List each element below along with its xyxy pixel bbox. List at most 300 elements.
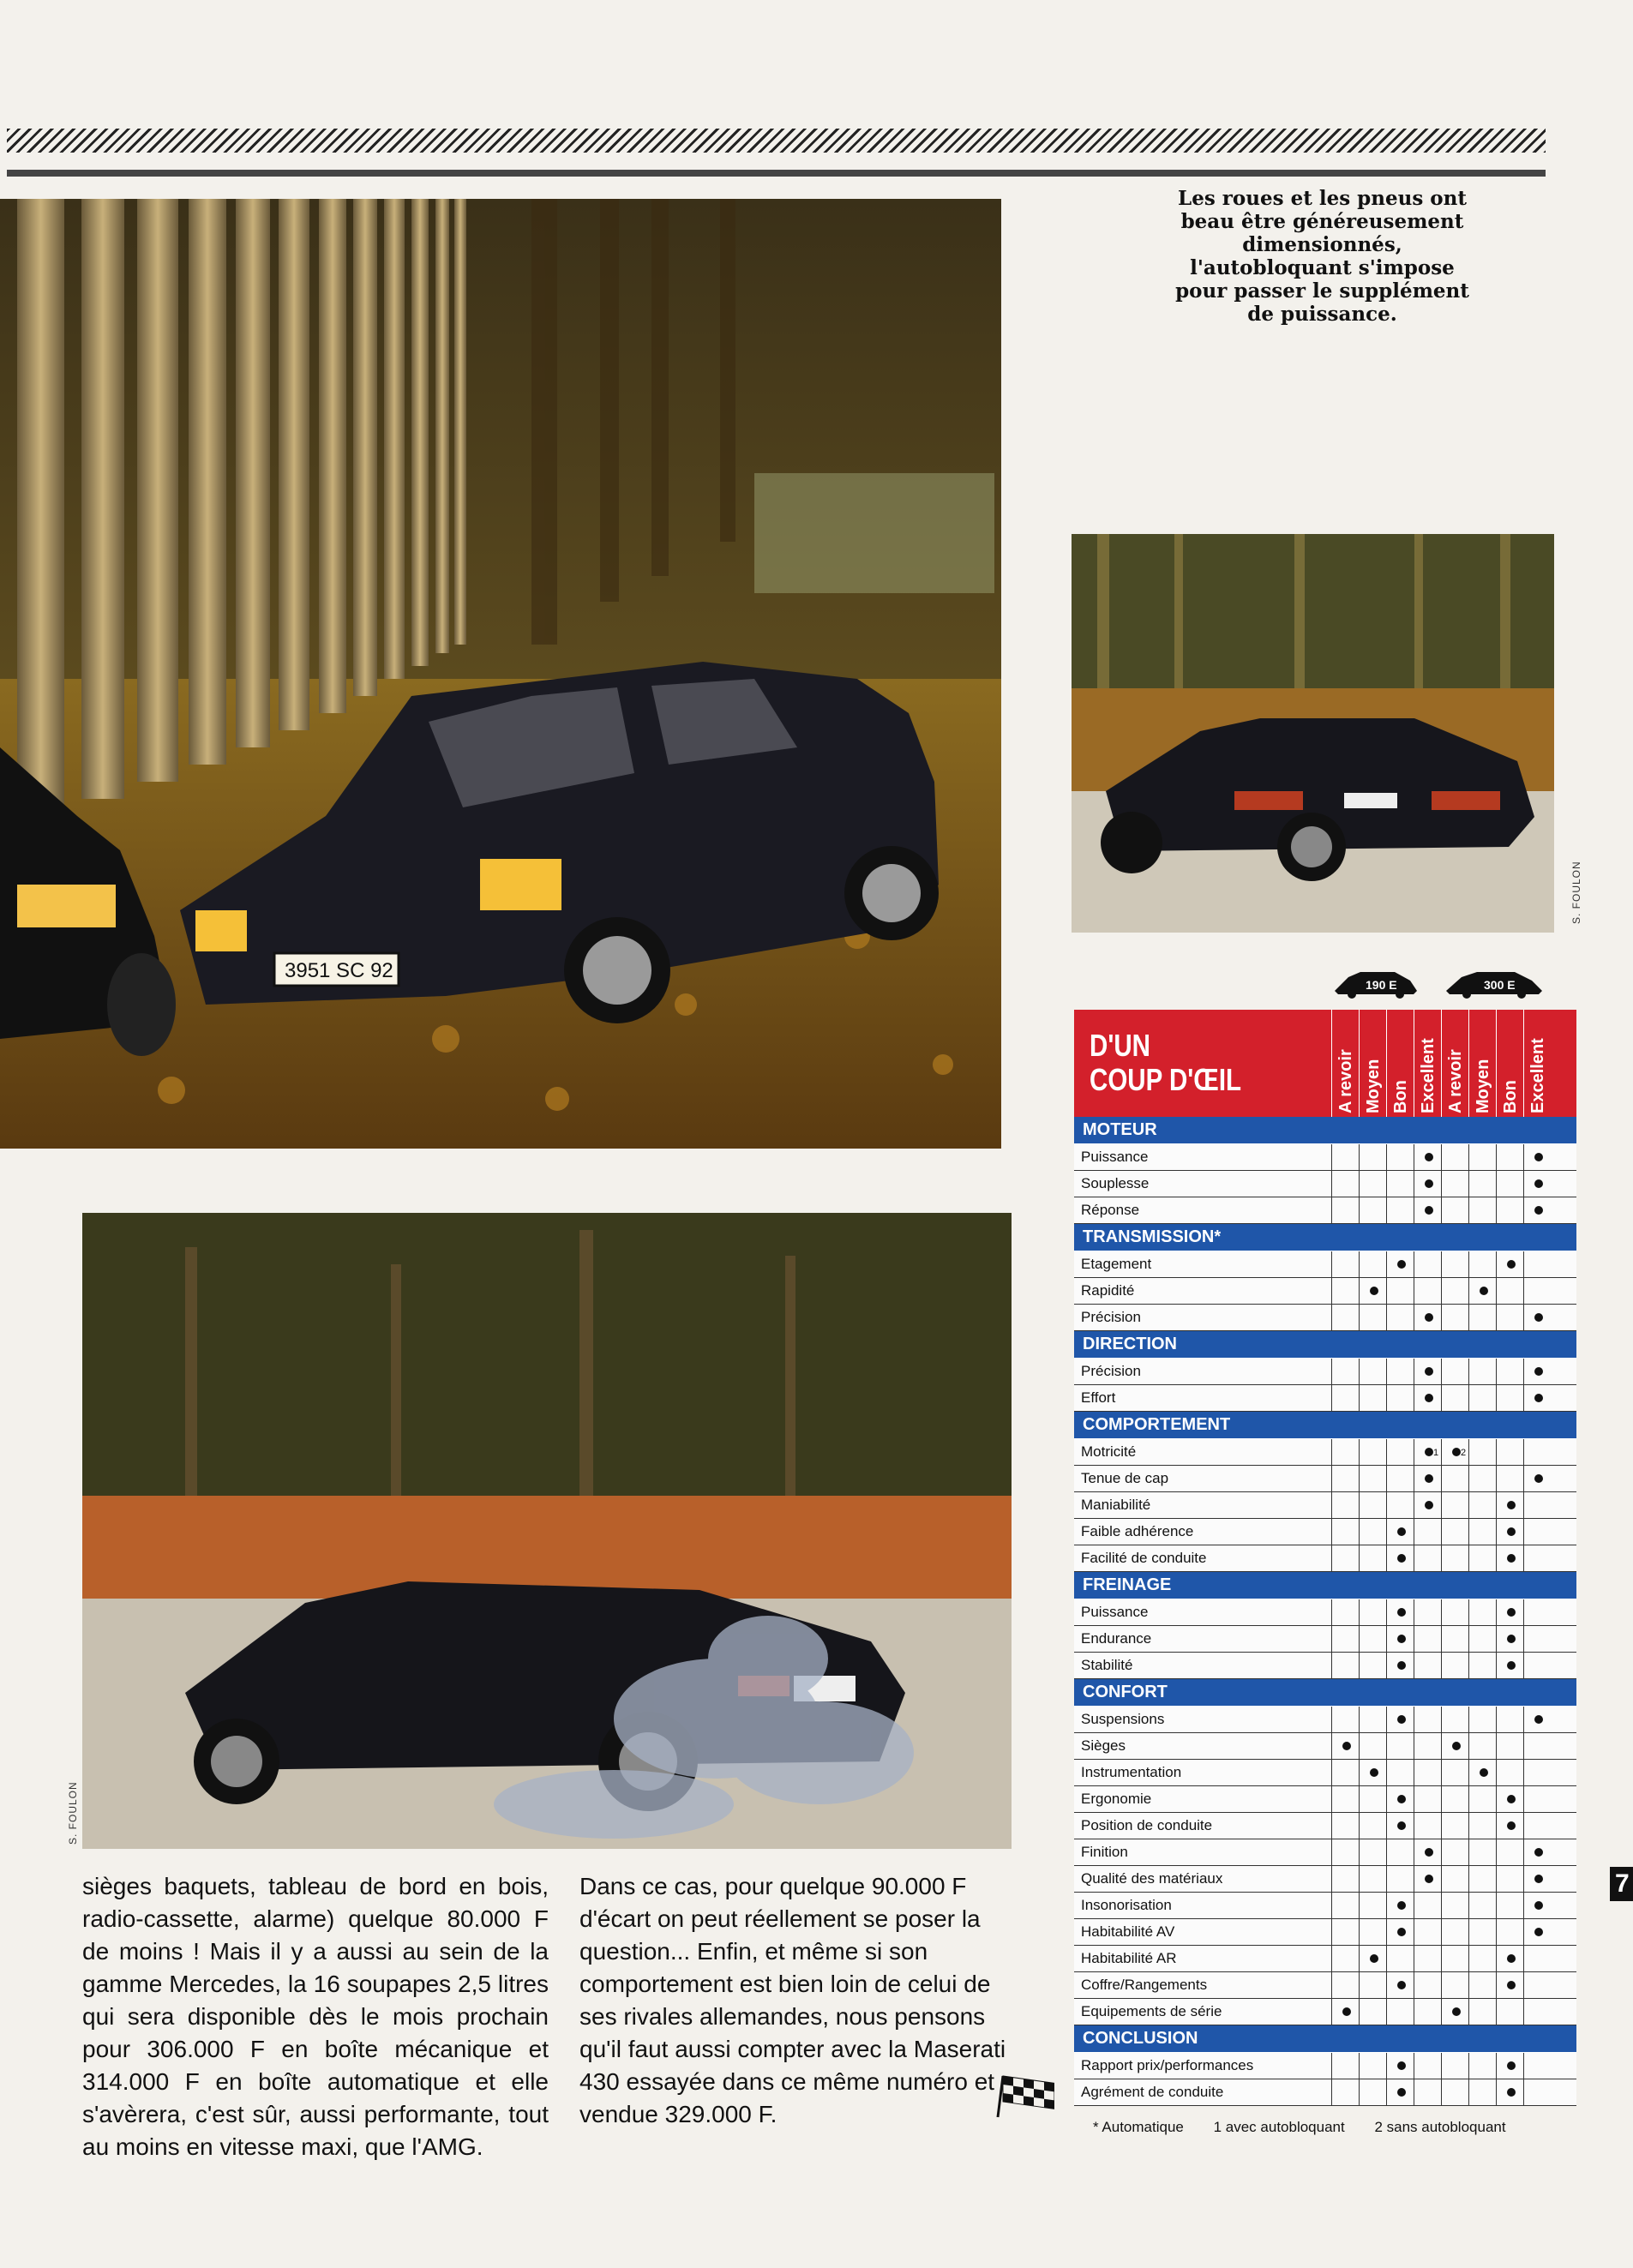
table-row xyxy=(1074,1866,1576,1893)
rating-cell xyxy=(1331,1385,1359,1411)
rating-cell xyxy=(1468,1599,1496,1625)
rating-cell xyxy=(1386,1946,1414,1971)
table-row xyxy=(1074,1439,1576,1466)
rating-cell xyxy=(1386,1278,1414,1304)
rating-cell xyxy=(1441,1278,1468,1304)
table-row xyxy=(1074,1919,1576,1946)
rating-dot xyxy=(1534,1848,1543,1857)
rating-dot xyxy=(1507,1554,1516,1563)
table-row xyxy=(1074,1760,1576,1786)
rating-dot xyxy=(1534,1928,1543,1936)
rating-cell xyxy=(1331,1197,1359,1223)
rating-header xyxy=(1523,1010,1550,1117)
rating-cell xyxy=(1523,1760,1551,1785)
rating-cell xyxy=(1386,1519,1414,1545)
rating-cell xyxy=(1414,1492,1441,1518)
rating-cell xyxy=(1441,1946,1468,1971)
rating-cell xyxy=(1414,1278,1441,1304)
rating-cell xyxy=(1523,2079,1551,2105)
rating-cell xyxy=(1414,1385,1441,1411)
section-header: CONFORT xyxy=(1074,1679,1576,1707)
row-label: Qualité des matériaux xyxy=(1081,1870,1223,1887)
rating-dot xyxy=(1507,1795,1516,1803)
rating-cell xyxy=(1386,1893,1414,1918)
rating-cell xyxy=(1331,1866,1359,1892)
rating-dot xyxy=(1342,2007,1351,2016)
row-label: Equipements de série xyxy=(1081,2003,1222,2019)
rating-cell xyxy=(1386,1999,1414,2025)
row-label: Puissance xyxy=(1081,1604,1149,1620)
rating-cell xyxy=(1441,1545,1468,1571)
rating-cell xyxy=(1523,1466,1551,1491)
photo-rear-car xyxy=(1072,534,1554,933)
rating-table-header xyxy=(1074,1010,1576,1117)
rating-dot xyxy=(1534,1715,1543,1724)
rating-dot xyxy=(1507,1954,1516,1963)
rating-cell xyxy=(1359,1278,1386,1304)
photo-caption: Les roues et les pneus ont beau être généreusement dimensionnés, l'autobloquant s'impose pour passer le supplément de puissance. xyxy=(1175,187,1469,326)
section-header: DIRECTION xyxy=(1074,1331,1576,1359)
row-label: Ergonomie xyxy=(1081,1791,1152,1807)
rating-dot xyxy=(1397,1715,1406,1724)
rating-cell xyxy=(1414,1707,1441,1732)
rating-cell xyxy=(1331,1946,1359,1971)
rating-dot xyxy=(1507,1260,1516,1269)
rating-cell xyxy=(1496,1144,1523,1170)
rating-cell xyxy=(1523,1251,1551,1277)
rating-cell xyxy=(1496,1919,1523,1945)
photo-burnout xyxy=(82,1213,1012,1849)
rating-cell xyxy=(1496,1466,1523,1491)
rating-cell xyxy=(1359,1519,1386,1545)
rating-cell xyxy=(1523,1653,1551,1678)
row-label: Rapidité xyxy=(1081,1282,1135,1299)
rating-table-title xyxy=(1090,1029,1241,1097)
rating-cell xyxy=(1331,1439,1359,1465)
row-label: Instrumentation xyxy=(1081,1764,1182,1780)
rating-cell xyxy=(1468,1439,1496,1465)
rating-cell xyxy=(1496,1893,1523,1918)
rating-cell xyxy=(1468,1359,1496,1384)
rating-header xyxy=(1414,1010,1440,1117)
table-row xyxy=(1074,1385,1576,1412)
rating-cell xyxy=(1496,1599,1523,1625)
rating-cell xyxy=(1441,1492,1468,1518)
rating-cell xyxy=(1441,2079,1468,2105)
row-label: Tenue de cap xyxy=(1081,1470,1169,1486)
rating-cell xyxy=(1359,1197,1386,1223)
rating-cell xyxy=(1414,1545,1441,1571)
rating-cell xyxy=(1331,1466,1359,1491)
rating-cell xyxy=(1496,1760,1523,1785)
rating-dot xyxy=(1480,1768,1488,1777)
rating-cell xyxy=(1359,1919,1386,1945)
rating-cell xyxy=(1359,2053,1386,2079)
rating-cell xyxy=(1331,1839,1359,1865)
rating-header xyxy=(1386,1010,1413,1117)
rating-cell xyxy=(1331,1144,1359,1170)
rating-cell xyxy=(1468,1893,1496,1918)
title-line-1: D'UN xyxy=(1090,1028,1150,1063)
rating-cell xyxy=(1359,1707,1386,1732)
rating-cell xyxy=(1414,1359,1441,1384)
rating-cell xyxy=(1523,1197,1551,1223)
rating-cell xyxy=(1331,2053,1359,2079)
rating-cell xyxy=(1523,1813,1551,1839)
rating-cell xyxy=(1331,1760,1359,1785)
rating-dot xyxy=(1425,1474,1433,1483)
rating-dot xyxy=(1425,1875,1433,1883)
rating-dot xyxy=(1425,1313,1433,1322)
rating-dot xyxy=(1507,1501,1516,1509)
rating-dot xyxy=(1452,1448,1461,1456)
rating-cell xyxy=(1386,1786,1414,1812)
rating-cell xyxy=(1468,1813,1496,1839)
rating-cell xyxy=(1523,1439,1551,1465)
table-row xyxy=(1074,1972,1576,1999)
rating-dot xyxy=(1507,2088,1516,2097)
rating-cell xyxy=(1496,1839,1523,1865)
rating-cell xyxy=(1441,1839,1468,1865)
rating-cell xyxy=(1359,1839,1386,1865)
row-label: Position de conduite xyxy=(1081,1817,1213,1833)
rating-cell xyxy=(1414,1439,1441,1465)
rating-cell xyxy=(1441,1251,1468,1277)
rating-cell xyxy=(1496,1972,1523,1998)
rating-dot xyxy=(1425,1848,1433,1857)
rating-cell xyxy=(1441,1197,1468,1223)
rating-header-label: Moyen xyxy=(1364,1059,1383,1113)
rating-cell xyxy=(1386,1144,1414,1170)
rating-dot xyxy=(1534,1901,1543,1910)
rating-cell xyxy=(1386,2053,1414,2079)
rating-dot xyxy=(1534,1313,1543,1322)
rating-cell xyxy=(1523,1866,1551,1892)
rating-cell xyxy=(1523,1839,1551,1865)
table-row xyxy=(1074,1251,1576,1278)
rating-cell xyxy=(1331,1999,1359,2025)
photo-credit-1: S. FOULON xyxy=(1570,861,1582,924)
rating-dot xyxy=(1425,1394,1433,1402)
rating-cell xyxy=(1468,1972,1496,1998)
rating-cell xyxy=(1414,1733,1441,1759)
row-label: Motricité xyxy=(1081,1443,1137,1460)
rating-cell xyxy=(1414,1305,1441,1330)
rating-cell xyxy=(1331,1707,1359,1732)
rating-cell xyxy=(1359,1599,1386,1625)
rating-cell xyxy=(1386,1626,1414,1652)
table-row xyxy=(1074,1733,1576,1760)
rating-cell xyxy=(1386,1839,1414,1865)
rating-cell xyxy=(1441,1733,1468,1759)
rating-cell xyxy=(1496,1653,1523,1678)
table-row xyxy=(1074,1144,1576,1171)
rating-cell xyxy=(1441,1385,1468,1411)
rating-cell xyxy=(1359,1492,1386,1518)
rating-cell xyxy=(1468,1946,1496,1971)
page-number: 7 xyxy=(1610,1867,1633,1901)
rating-header xyxy=(1468,1010,1495,1117)
rating-cell xyxy=(1496,1707,1523,1732)
car-icon-300e xyxy=(1443,969,1546,1004)
rating-cell xyxy=(1468,1760,1496,1785)
rating-dot xyxy=(1397,1901,1406,1910)
rating-dot xyxy=(1534,1394,1543,1402)
rating-dot xyxy=(1370,1768,1378,1777)
rating-cell xyxy=(1496,1545,1523,1571)
rating-cell xyxy=(1523,1599,1551,1625)
rating-cell xyxy=(1359,1171,1386,1197)
rating-cell xyxy=(1441,2053,1468,2079)
rating-dot xyxy=(1397,1554,1406,1563)
rating-dot xyxy=(1425,1448,1433,1456)
rating-header-label: Excellent xyxy=(1528,1038,1547,1113)
rating-dot xyxy=(1534,1153,1543,1161)
rating-cell xyxy=(1441,1171,1468,1197)
rating-dot xyxy=(1397,2061,1406,2070)
rating-cell xyxy=(1441,1626,1468,1652)
license-plate: 3951 SC 92 xyxy=(285,959,393,982)
rating-cell xyxy=(1468,1866,1496,1892)
rating-cell xyxy=(1496,1492,1523,1518)
rating-cell xyxy=(1414,1599,1441,1625)
rating-header-label: Excellent xyxy=(1419,1038,1438,1113)
rating-cell xyxy=(1414,2079,1441,2105)
rating-cell xyxy=(1496,1359,1523,1384)
rating-cell xyxy=(1468,1545,1496,1571)
table-row xyxy=(1074,1492,1576,1519)
row-label: Stabilité xyxy=(1081,1657,1133,1673)
rating-cell xyxy=(1414,1839,1441,1865)
rating-cell xyxy=(1441,1466,1468,1491)
row-label: Coffre/Rangements xyxy=(1081,1977,1208,1993)
title-line-2: COUP D'ŒIL xyxy=(1090,1062,1242,1097)
footnote-marker: 1 xyxy=(1433,1448,1439,1458)
rating-cell xyxy=(1468,1197,1496,1223)
rating-cell xyxy=(1523,1305,1551,1330)
table-row xyxy=(1074,1466,1576,1492)
rating-cell xyxy=(1414,1999,1441,2025)
rating-dot xyxy=(1370,1954,1378,1963)
rating-cell xyxy=(1523,1893,1551,1918)
rating-cell xyxy=(1331,1653,1359,1678)
rating-dot xyxy=(1397,1608,1406,1617)
rating-cell xyxy=(1523,1519,1551,1545)
rating-dot xyxy=(1342,1742,1351,1750)
rating-cell xyxy=(1414,1626,1441,1652)
rating-cell xyxy=(1414,1786,1441,1812)
rating-cell xyxy=(1386,1733,1414,1759)
rating-cell xyxy=(1359,1653,1386,1678)
rating-header xyxy=(1496,1010,1522,1117)
rating-cell xyxy=(1359,1626,1386,1652)
rating-cell xyxy=(1386,1466,1414,1491)
rating-cell xyxy=(1414,1813,1441,1839)
rating-cell xyxy=(1468,1305,1496,1330)
rating-cell xyxy=(1441,1359,1468,1384)
row-label: Finition xyxy=(1081,1844,1128,1860)
rating-cell xyxy=(1523,1972,1551,1998)
rating-dot xyxy=(1397,1527,1406,1536)
rating-cell xyxy=(1523,1786,1551,1812)
rating-cell xyxy=(1414,1919,1441,1945)
rating-dot xyxy=(1507,1635,1516,1643)
header-rule xyxy=(7,170,1546,177)
rating-cell xyxy=(1468,1466,1496,1491)
rating-cell xyxy=(1359,1439,1386,1465)
table-row xyxy=(1074,1599,1576,1626)
rating-cell xyxy=(1414,1197,1441,1223)
rating-cell xyxy=(1359,1733,1386,1759)
rating-dot xyxy=(1507,1527,1516,1536)
rating-cell xyxy=(1496,1626,1523,1652)
rating-cell xyxy=(1496,1813,1523,1839)
rating-header-label: A revoir xyxy=(1336,1049,1355,1113)
rating-dot xyxy=(1397,1635,1406,1643)
section-header: CONCLUSION xyxy=(1074,2025,1576,2053)
rating-dot xyxy=(1425,1367,1433,1376)
row-label: Rapport prix/performances xyxy=(1081,2057,1254,2073)
rating-dot xyxy=(1452,2007,1461,2016)
rating-cell xyxy=(1386,1813,1414,1839)
row-label: Puissance xyxy=(1081,1149,1149,1165)
rating-cell xyxy=(1414,1519,1441,1545)
rating-cell xyxy=(1468,1492,1496,1518)
rating-header-label: Moyen xyxy=(1474,1059,1492,1113)
rating-cell xyxy=(1523,2053,1551,2079)
rating-cell xyxy=(1496,1439,1523,1465)
photo-credit-2: S. FOULON xyxy=(67,1781,79,1845)
rating-cell xyxy=(1386,1171,1414,1197)
rating-cell xyxy=(1414,1466,1441,1491)
rating-cell xyxy=(1468,1707,1496,1732)
rating-cell xyxy=(1441,1144,1468,1170)
rating-cell xyxy=(1359,1813,1386,1839)
rating-dot xyxy=(1425,1206,1433,1215)
rating-cell xyxy=(1441,1439,1468,1465)
rating-cell xyxy=(1386,1385,1414,1411)
rating-cell xyxy=(1331,1251,1359,1277)
rating-cell xyxy=(1496,1278,1523,1304)
rating-cell xyxy=(1441,1999,1468,2025)
table-row xyxy=(1074,2079,1576,2106)
row-label: Souplesse xyxy=(1081,1175,1150,1191)
rating-cell xyxy=(1468,2053,1496,2079)
rating-cell xyxy=(1331,1972,1359,1998)
row-label: Etagement xyxy=(1081,1256,1152,1272)
rating-dot xyxy=(1397,1795,1406,1803)
rating-cell xyxy=(1523,1733,1551,1759)
rating-cell xyxy=(1359,1972,1386,1998)
rating-cell xyxy=(1496,1866,1523,1892)
row-label: Réponse xyxy=(1081,1202,1140,1218)
rating-cell xyxy=(1331,1893,1359,1918)
rating-cell xyxy=(1331,1599,1359,1625)
row-label: Précision xyxy=(1081,1363,1141,1379)
rating-cell xyxy=(1468,2079,1496,2105)
rating-dot xyxy=(1534,1206,1543,1215)
rating-cell xyxy=(1523,1385,1551,1411)
rating-cell xyxy=(1331,1519,1359,1545)
rating-cell xyxy=(1468,1919,1496,1945)
photo-forest-mercedes xyxy=(0,199,1001,1149)
rating-cell xyxy=(1414,1893,1441,1918)
rating-cell xyxy=(1468,1786,1496,1812)
article-right-column: Dans ce cas, pour quelque 90.000 F d'écart on peut réellement se poser la question... Enfin, et même si son comportement est bien loin de celui de ses rivales allemandes, nous pensons qu'il faut aussi compter avec la Maserati 430 essayée dans ce même numéro et vendue 329.000 F. xyxy=(579,1873,1006,2127)
rating-cell xyxy=(1523,1919,1551,1945)
rating-cell xyxy=(1468,1626,1496,1652)
rating-cell xyxy=(1331,1492,1359,1518)
rating-cell xyxy=(1441,1866,1468,1892)
rating-cell xyxy=(1331,2079,1359,2105)
rating-dot xyxy=(1397,1981,1406,1989)
rating-header xyxy=(1331,1010,1358,1117)
rating-cell xyxy=(1331,1626,1359,1652)
rating-cell xyxy=(1496,2053,1523,2079)
rating-cell xyxy=(1523,1144,1551,1170)
rating-cell xyxy=(1359,1893,1386,1918)
rating-cell xyxy=(1386,1439,1414,1465)
rating-dot xyxy=(1425,1153,1433,1161)
table-row xyxy=(1074,1519,1576,1545)
row-label: Habitabilité AV xyxy=(1081,1923,1175,1940)
table-row xyxy=(1074,1545,1576,1572)
row-label: Habitabilité AR xyxy=(1081,1950,1177,1966)
car-label-300e: 300 E xyxy=(1484,978,1516,992)
rating-cell xyxy=(1359,1144,1386,1170)
rating-cell xyxy=(1359,1385,1386,1411)
rating-cell xyxy=(1441,1653,1468,1678)
table-row xyxy=(1074,1893,1576,1919)
rating-cell xyxy=(1331,1359,1359,1384)
rating-cell xyxy=(1468,1733,1496,1759)
article-left-column: sièges baquets, tableau de bord en bois, radio-cassette, alarme) quelque 80.000 F de moins ! Mais il y a aussi au sein de la gamme Mercedes, la 16 soupapes 2,5 litres qui sera disponible dès le mois prochain pour 306.000 F en boîte mécanique et 314.000 F en boîte automatique et elle s'avèrera, c'est sûr, aussi performante, tout au moins en vitesse maxi, que l'AMG. xyxy=(82,1873,549,2160)
rating-cell xyxy=(1496,1733,1523,1759)
row-label: Facilité de conduite xyxy=(1081,1550,1207,1566)
rating-cell xyxy=(1468,1839,1496,1865)
rating-dot xyxy=(1452,1742,1461,1750)
rating-cell xyxy=(1386,1866,1414,1892)
rating-cell xyxy=(1414,2053,1441,2079)
rating-cell xyxy=(1386,1707,1414,1732)
rating-cell xyxy=(1441,1813,1468,1839)
row-label: Endurance xyxy=(1081,1630,1152,1647)
rating-cell xyxy=(1468,1385,1496,1411)
rating-cell xyxy=(1386,1359,1414,1384)
section-header: COMPORTEMENT xyxy=(1074,1412,1576,1439)
rating-cell xyxy=(1359,1999,1386,2025)
table-row xyxy=(1074,1171,1576,1197)
rating-cell xyxy=(1359,1786,1386,1812)
checkered-flag-icon xyxy=(994,2073,1054,2121)
rating-cell xyxy=(1496,1786,1523,1812)
rating-cell xyxy=(1359,1251,1386,1277)
row-label: Faible adhérence xyxy=(1081,1523,1194,1539)
table-row xyxy=(1074,1305,1576,1331)
rating-cell xyxy=(1386,1653,1414,1678)
rating-cell xyxy=(1414,1171,1441,1197)
rating-cell xyxy=(1468,1999,1496,2025)
table-row xyxy=(1074,1197,1576,1224)
table-row xyxy=(1074,1813,1576,1839)
rating-cell xyxy=(1441,1919,1468,1945)
rating-cell xyxy=(1496,1999,1523,2025)
rating-cell xyxy=(1496,1305,1523,1330)
rating-cell xyxy=(1331,1786,1359,1812)
row-label: Effort xyxy=(1081,1389,1116,1406)
rating-dot xyxy=(1507,1608,1516,1617)
row-label: Suspensions xyxy=(1081,1711,1165,1727)
